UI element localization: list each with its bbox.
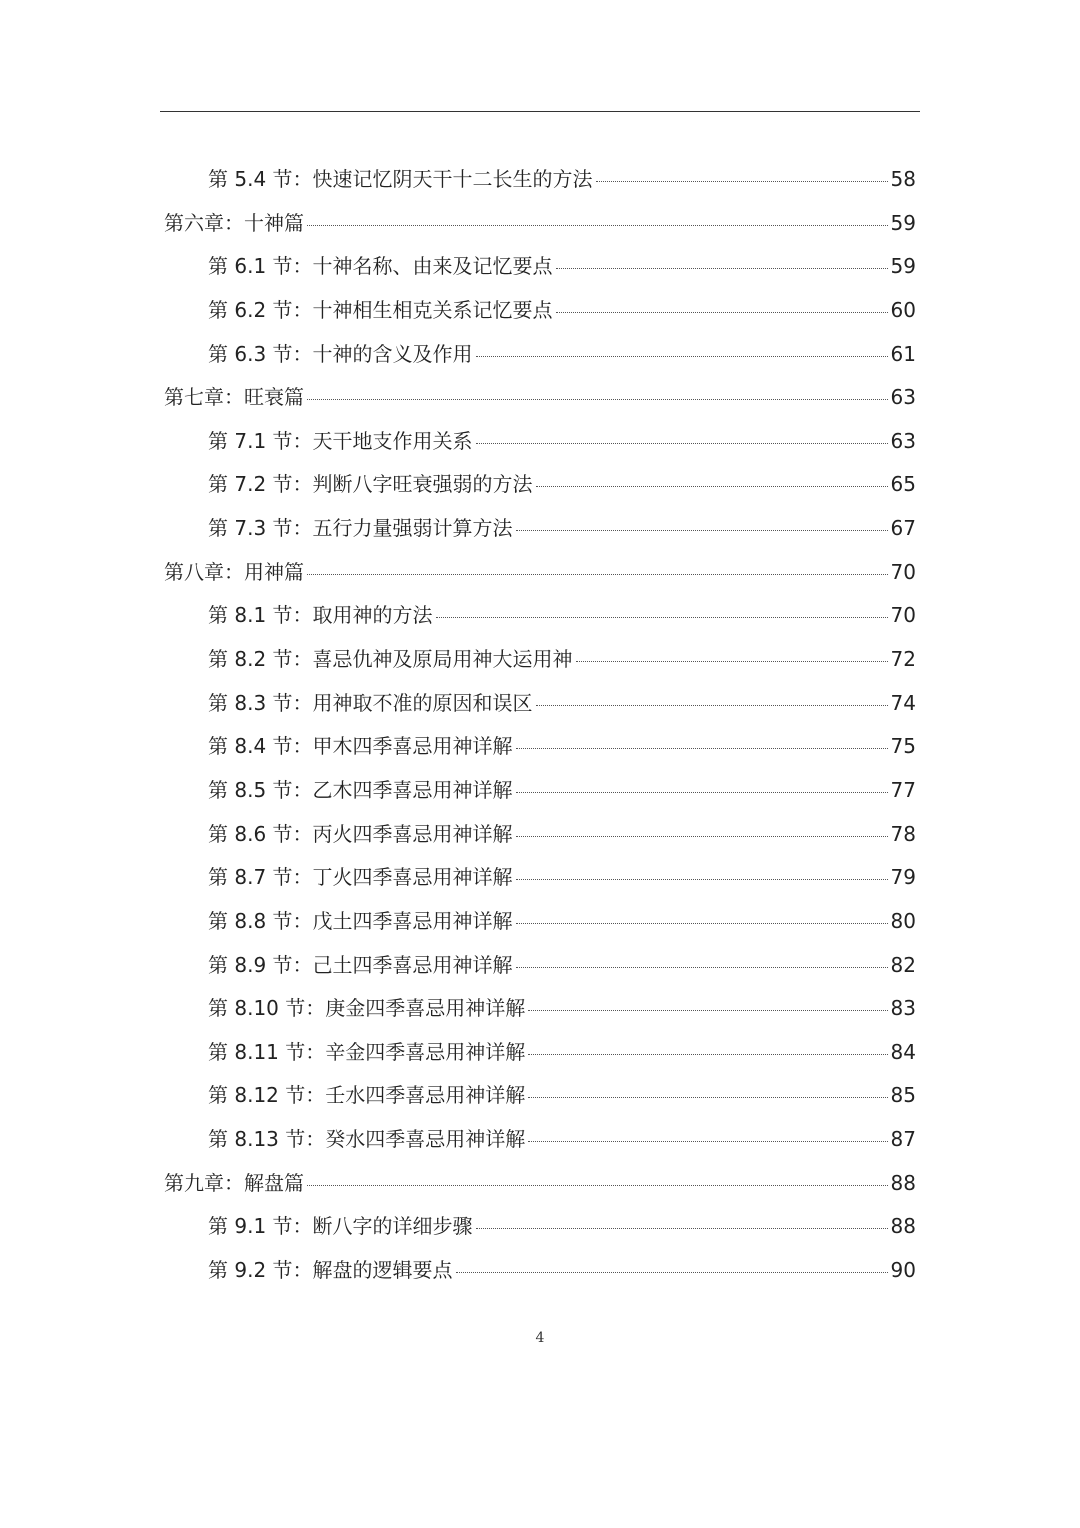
toc-entry-page-number: 67 (890, 516, 916, 541)
toc-entry-title: 第 9.1 节：断八字的详细步骤 (208, 1214, 473, 1239)
dot-leader (307, 225, 888, 226)
toc-entry-title: 第七章：旺衰篇 (164, 385, 304, 410)
toc-section-entry[interactable] (0, 769, 1080, 813)
toc-section-entry[interactable] (0, 813, 1080, 857)
toc-section-entry[interactable] (0, 507, 1080, 551)
toc-entry-page-number: 88 (890, 1170, 916, 1195)
dot-leader (528, 1054, 887, 1055)
toc-entry-page-number: 70 (890, 559, 916, 584)
dot-leader (456, 1272, 888, 1273)
toc-entry-title: 第 8.3 节：用神取不准的原因和误区 (208, 690, 533, 715)
toc-entry-page-number: 59 (890, 254, 916, 279)
toc-section-entry[interactable] (0, 463, 1080, 507)
dot-leader (528, 1141, 887, 1142)
toc-entry-title: 第九章：解盘篇 (164, 1170, 304, 1195)
toc-section-entry[interactable] (0, 944, 1080, 988)
toc-entry-title: 第 8.6 节：丙火四季喜忌用神详解 (208, 821, 513, 846)
toc-section-entry[interactable] (0, 638, 1080, 682)
toc-entry-title: 第 8.12 节：壬水四季喜忌用神详解 (208, 1083, 526, 1108)
dot-leader (516, 530, 888, 531)
toc-section-entry[interactable] (0, 682, 1080, 726)
toc-section-entry[interactable] (0, 856, 1080, 900)
dot-leader (516, 748, 888, 749)
toc-entry-page-number: 60 (890, 297, 916, 322)
toc-entry-page-number: 59 (890, 210, 916, 235)
toc-entry-page-number: 63 (890, 385, 916, 410)
toc-entry-title: 第 7.1 节：天干地支作用关系 (208, 428, 473, 453)
dot-leader (516, 923, 888, 924)
toc-entry-title: 第 6.3 节：十神的含义及作用 (208, 341, 473, 366)
toc-entry-title: 第 8.1 节：取用神的方法 (208, 603, 433, 628)
toc-entry-page-number: 80 (890, 908, 916, 933)
toc-chapter-entry[interactable] (0, 551, 1080, 595)
toc-entry-title: 第 6.2 节：十神相生相克关系记忆要点 (208, 297, 553, 322)
dot-leader (528, 1010, 887, 1011)
header-rule (160, 111, 920, 112)
toc-entry-title: 第 8.8 节：戊土四季喜忌用神详解 (208, 908, 513, 933)
toc-entry-title: 第 7.2 节：判断八字旺衰强弱的方法 (208, 472, 533, 497)
toc-entry-page-number: 58 (890, 167, 916, 191)
toc-entry-title: 第八章：用神篇 (164, 559, 304, 584)
dot-leader (576, 661, 888, 662)
toc-section-entry[interactable] (0, 289, 1080, 333)
toc-section-entry[interactable] (0, 900, 1080, 944)
dot-leader (536, 705, 888, 706)
dot-leader (476, 443, 888, 444)
toc-entry-page-number: 84 (890, 1039, 916, 1064)
toc-entry-title: 第 9.2 节：解盘的逻辑要点 (208, 1258, 453, 1283)
toc-section-entry[interactable] (0, 245, 1080, 289)
toc-entry-page-number: 82 (890, 952, 916, 977)
toc-entry-title: 第 8.9 节：己土四季喜忌用神详解 (208, 952, 513, 977)
toc-section-entry[interactable] (0, 1074, 1080, 1118)
dot-leader (436, 617, 888, 618)
toc-section-entry[interactable] (0, 594, 1080, 638)
toc-entry-page-number: 90 (890, 1258, 916, 1283)
dot-leader (476, 356, 888, 357)
toc-entry-page-number: 78 (890, 821, 916, 846)
dot-leader (516, 967, 888, 968)
toc-section-entry[interactable] (0, 333, 1080, 377)
toc-entry-page-number: 79 (890, 865, 916, 890)
toc-entry-title: 第 8.13 节：癸水四季喜忌用神详解 (208, 1127, 526, 1152)
toc-entry-page-number: 87 (890, 1127, 916, 1152)
toc-entry-title: 第 6.1 节：十神名称、由来及记忆要点 (208, 254, 553, 279)
dot-leader (556, 268, 888, 269)
toc-entry-title: 第六章：十神篇 (164, 210, 304, 235)
toc-section-entry[interactable] (0, 420, 1080, 464)
toc-entry-title: 第 8.4 节：甲木四季喜忌用神详解 (208, 734, 513, 759)
toc-entry-page-number: 77 (890, 777, 916, 802)
toc-chapter-entry[interactable] (0, 202, 1080, 246)
toc-section-entry[interactable] (0, 725, 1080, 769)
toc-entry-title: 第 8.10 节：庚金四季喜忌用神详解 (208, 996, 526, 1021)
toc-entry-title: 第 5.4 节：快速记忆阴天干十二长生的方法 (208, 167, 593, 191)
dot-leader (307, 574, 888, 575)
toc-entry-page-number: 63 (890, 428, 916, 453)
toc-entry-page-number: 74 (890, 690, 916, 715)
dot-leader (596, 181, 888, 182)
toc-entry-page-number: 70 (890, 603, 916, 628)
toc-entry-title: 第 8.5 节：乙木四季喜忌用神详解 (208, 777, 513, 802)
toc-entry-title: 第 7.3 节：五行力量强弱计算方法 (208, 516, 513, 541)
toc-chapter-entry[interactable] (0, 376, 1080, 420)
toc-entry-title: 第 8.2 节：喜忌仇神及原局用神大运用神 (208, 647, 573, 672)
toc-entry-title: 第 8.11 节：辛金四季喜忌用神详解 (208, 1039, 526, 1064)
toc-section-entry[interactable] (0, 158, 1080, 202)
dot-leader (516, 879, 888, 880)
dot-leader (307, 399, 888, 400)
dot-leader (516, 836, 888, 837)
dot-leader (516, 792, 888, 793)
toc-entry-page-number: 83 (890, 996, 916, 1021)
toc-entry-page-number: 75 (890, 734, 916, 759)
toc-chapter-entry[interactable] (0, 1162, 1080, 1206)
toc-entry-page-number: 85 (890, 1083, 916, 1108)
toc-section-entry[interactable] (0, 1249, 1080, 1293)
toc-entry-page-number: 88 (890, 1214, 916, 1239)
toc-section-entry[interactable] (0, 1031, 1080, 1075)
dot-leader (536, 486, 888, 487)
table-of-contents (0, 158, 1080, 1293)
dot-leader (476, 1228, 888, 1229)
toc-entry-page-number: 61 (890, 341, 916, 366)
dot-leader (556, 312, 888, 313)
toc-entry-title: 第 8.7 节：丁火四季喜忌用神详解 (208, 865, 513, 890)
toc-section-entry[interactable] (0, 1118, 1080, 1162)
toc-entry-page-number: 72 (890, 647, 916, 672)
dot-leader (528, 1097, 887, 1098)
toc-entry-page-number: 65 (890, 472, 916, 497)
toc-section-entry[interactable] (0, 1205, 1080, 1249)
toc-section-entry[interactable] (0, 987, 1080, 1031)
dot-leader (307, 1185, 888, 1186)
page-number: 4 (535, 1330, 545, 1346)
